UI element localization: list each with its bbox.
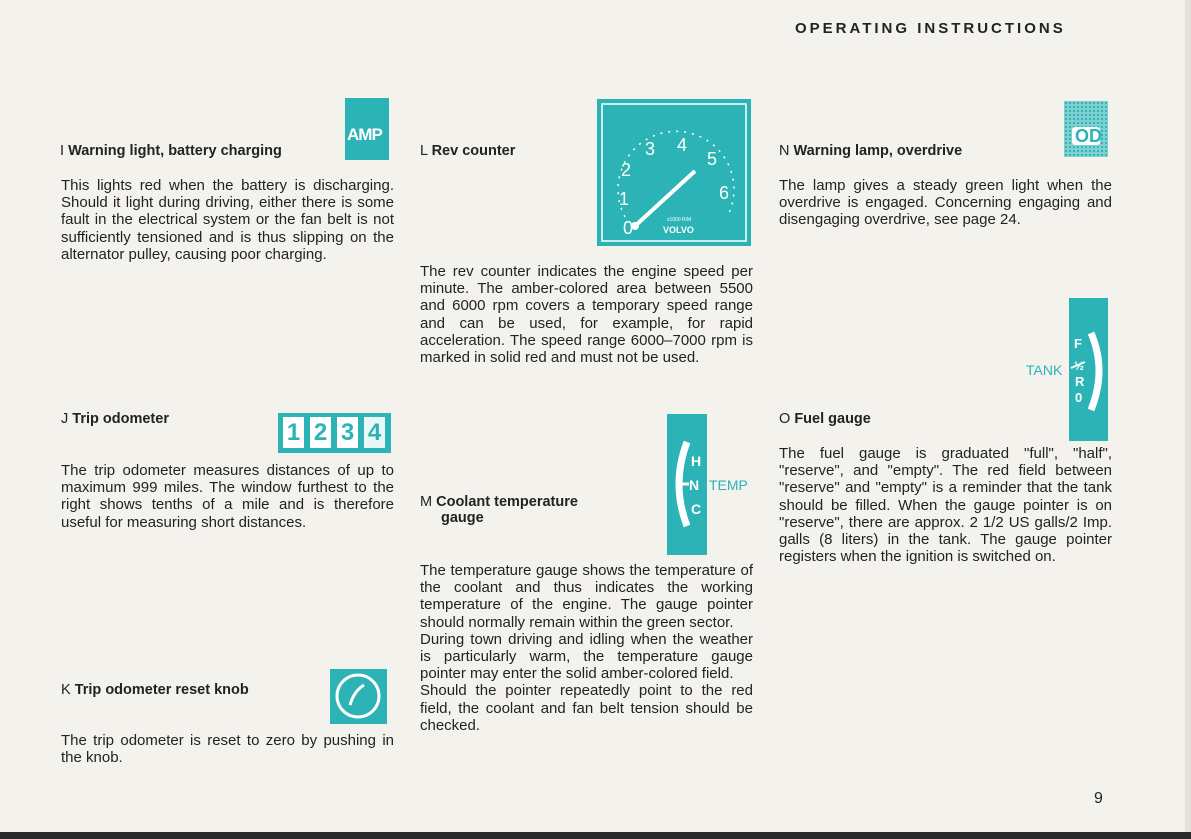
gauge-mark: 0 (1075, 390, 1083, 405)
dial-number: 6 (719, 183, 730, 203)
section-i-heading (60, 143, 282, 159)
section-l-body: The rev counter indicates the engine speed per minute. The amber-colored area between 5500 and 6000 rpm covers a temporary speed range and can be used, for example, for rapid acceleration. The speed range 6000–7000 rpm is marked in solid red and must not be used. (420, 263, 753, 367)
section-k-title: Trip odometer reset knob (74, 682, 249, 698)
section-m-heading (420, 494, 578, 526)
section-i-letter: I (60, 143, 65, 159)
section-n-title: Warning lamp, overdrive (793, 143, 963, 159)
gauge-mark: N (689, 477, 700, 493)
dial-unit-text: x1000 R/M (667, 217, 692, 223)
odometer-digit: 3 (337, 417, 358, 448)
dial-number: 0 (623, 218, 634, 238)
section-l-letter: L (420, 143, 428, 159)
dial-number: 5 (707, 149, 718, 169)
rev-counter-dial (597, 99, 751, 246)
reset-knob-icon (330, 669, 387, 724)
dial-number: 4 (677, 135, 688, 155)
section-i-body: This lights red when the battery is discharging. Should it light during driving, either there is some fault in the electrical system or the fan belt is not sufficiently tensioned and is thus slipping on the alternator pulley, causing poor charging. (61, 177, 394, 263)
section-n-body: The lamp gives a steady green light when the overdrive is engaged. Concerning engaging and disengaging overdrive, see page 24. (779, 177, 1112, 229)
temp-gauge-label: TEMP (709, 477, 748, 493)
trip-odometer-icon (278, 413, 391, 453)
section-o-title: Fuel gauge (794, 411, 871, 427)
reset-knob-graphic (330, 669, 387, 724)
section-o-heading (779, 411, 871, 427)
overdrive-icon-label: OD (1075, 126, 1102, 146)
dial-number: 3 (645, 139, 656, 159)
section-m-title-line1: Coolant temperature (436, 494, 578, 510)
coolant-gauge-graphic (667, 414, 707, 555)
amp-warning-icon (345, 98, 389, 160)
section-m-body: The temperature gauge shows the temperature of the coolant and thus indicates the working temperature of the engine. The gauge pointer should normally remain within the green sector. During town driving and idling when the weather is particularly warm, the temperature gauge pointer may enter the solid amber-colored field. Should the pointer repeatedly point to the red field, the coolant and fan belt tension should be checked. (420, 562, 753, 734)
section-k-heading (61, 682, 249, 698)
rev-counter-icon (597, 99, 751, 246)
gauge-mark: ½ (1074, 359, 1085, 373)
section-k-body: The trip odometer is reset to zero by pushing in the knob. (61, 732, 394, 767)
dial-number: 1 (619, 189, 630, 209)
section-l-title: Rev counter (431, 143, 516, 159)
gauge-mark: R (1075, 374, 1085, 389)
tank-gauge-label: TANK (1026, 362, 1063, 378)
section-j-body: The trip odometer measures distances of up to maximum 999 miles. The window furthest to the right shows tenths of a mile and is therefore useful for measuring short distances. (61, 462, 394, 531)
page-header: OPERATING INSTRUCTIONS (795, 20, 1066, 37)
amp-icon-label: AMP (347, 125, 382, 144)
section-j-title: Trip odometer (72, 411, 169, 427)
section-k-letter: K (61, 682, 71, 698)
coolant-gauge-icon (667, 414, 707, 555)
fuel-gauge-graphic (1069, 298, 1108, 441)
overdrive-warning-icon (1064, 101, 1108, 157)
odometer-digit-tenths: 4 (364, 417, 385, 448)
page-number: 9 (1094, 790, 1103, 807)
section-n-letter: N (779, 143, 790, 159)
section-i-title: Warning light, battery charging (68, 143, 282, 159)
page-edge (1185, 0, 1191, 839)
section-o-body: The fuel gauge is graduated "full", "half", "reserve", and "empty". The red field between "reserve" and "empty" is a reminder that the tank should be filled. When the gauge pointer is on "reserve", there are approx. 2 1/2 US galls/2 Imp. galls (8 liters) in the tank. The gauge pointer registers when the ignition is switched on. (779, 445, 1112, 566)
section-o-letter: O (779, 411, 791, 427)
section-j-letter: J (61, 411, 69, 427)
section-m-letter: M (420, 494, 433, 510)
odometer-digit: 1 (283, 417, 304, 448)
page-bottom-edge (0, 832, 1191, 839)
section-m-title-line2: gauge (441, 510, 484, 526)
dial-brand: VOLVO (663, 225, 694, 235)
fuel-gauge-icon (1069, 298, 1108, 441)
gauge-mark: C (691, 501, 702, 517)
dial-number: 2 (621, 160, 632, 180)
section-n-heading (779, 143, 962, 159)
section-j-heading (61, 411, 169, 427)
gauge-mark: F (1074, 336, 1082, 351)
odometer-digit: 2 (310, 417, 331, 448)
gauge-mark: H (691, 453, 702, 469)
section-l-heading (420, 143, 515, 159)
